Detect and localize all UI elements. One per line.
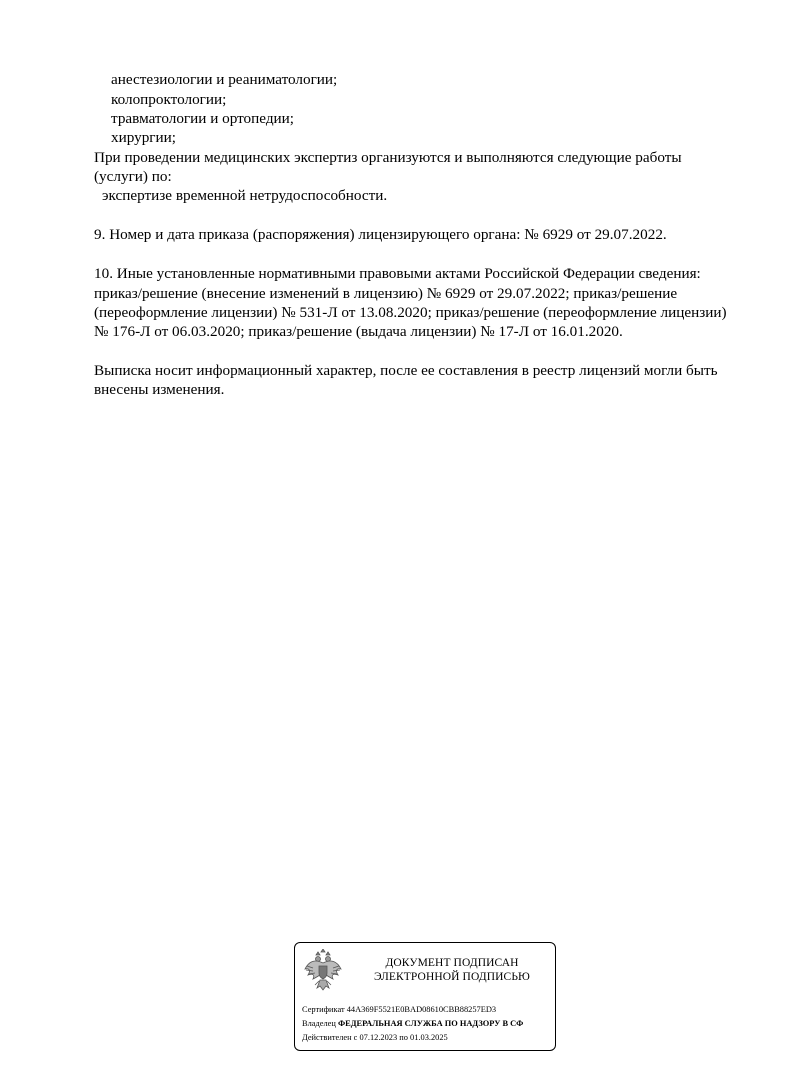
owner-value: ФЕДЕРАЛЬНАЯ СЛУЖБА ПО НАДЗОРУ В СФ <box>337 1019 524 1028</box>
electronic-signature-stamp <box>294 942 556 1051</box>
list-item-anesthesiology: анестезиологии и реаниматологии; <box>111 71 338 88</box>
section-10-line4: № 176-Л от 06.03.2020; приказ/решение (выдача лицензии) № 17-Л от 16.01.2020. <box>94 323 623 340</box>
owner-label: Владелец <box>302 1019 336 1028</box>
expertise-intro-line2: (услуги) по: <box>94 168 172 185</box>
expertise-intro-line1: При проведении медицинских экспертиз организуются и выполняются следующие работы <box>94 149 682 166</box>
certificate-label: Сертификат <box>302 1005 345 1014</box>
section-10-line3: (переоформление лицензии) № 531-Л от 13.08.2020; приказ/решение (переоформление лицензии) <box>94 304 727 321</box>
certificate-value: 44A369F5521E0BAD08610CBB88257ED3 <box>346 1005 497 1014</box>
section-10-line1: 10. Иные установленные нормативными правовыми актами Российской Федерации сведения: <box>94 265 701 282</box>
section-10-line2: приказ/решение (внесение изменений в лицензию) № 6929 от 29.07.2022; приказ/решение <box>94 285 678 302</box>
disclaimer-line2: внесены изменения. <box>94 381 225 398</box>
russian-eagle-emblem-icon <box>303 949 343 993</box>
certificate-line <box>302 1004 496 1015</box>
owner-line <box>302 1018 523 1029</box>
list-item-surgery: хирургии; <box>111 129 177 146</box>
validity-line: Действителен с 07.12.2023 по 01.03.2025 <box>302 1033 448 1042</box>
list-item-temporary-disability: экспертизе временной нетрудоспособности. <box>102 187 388 204</box>
disclaimer-line1: Выписка носит информационный характер, после ее составления в реестр лицензий могли быть <box>94 362 718 379</box>
section-9-order-number: 9. Номер и дата приказа (распоряжения) лицензирующего органа: № 6929 от 29.07.2022. <box>94 226 667 243</box>
list-item-traumatology: травматологии и ортопедии; <box>111 110 295 127</box>
list-item-coloproctology: колопроктологии; <box>111 91 227 108</box>
signature-header-line1: ДОКУМЕНТ ПОДПИСАН <box>385 957 519 969</box>
signature-header-line2: ЭЛЕКТРОННОЙ ПОДПИСЬЮ <box>374 971 530 983</box>
